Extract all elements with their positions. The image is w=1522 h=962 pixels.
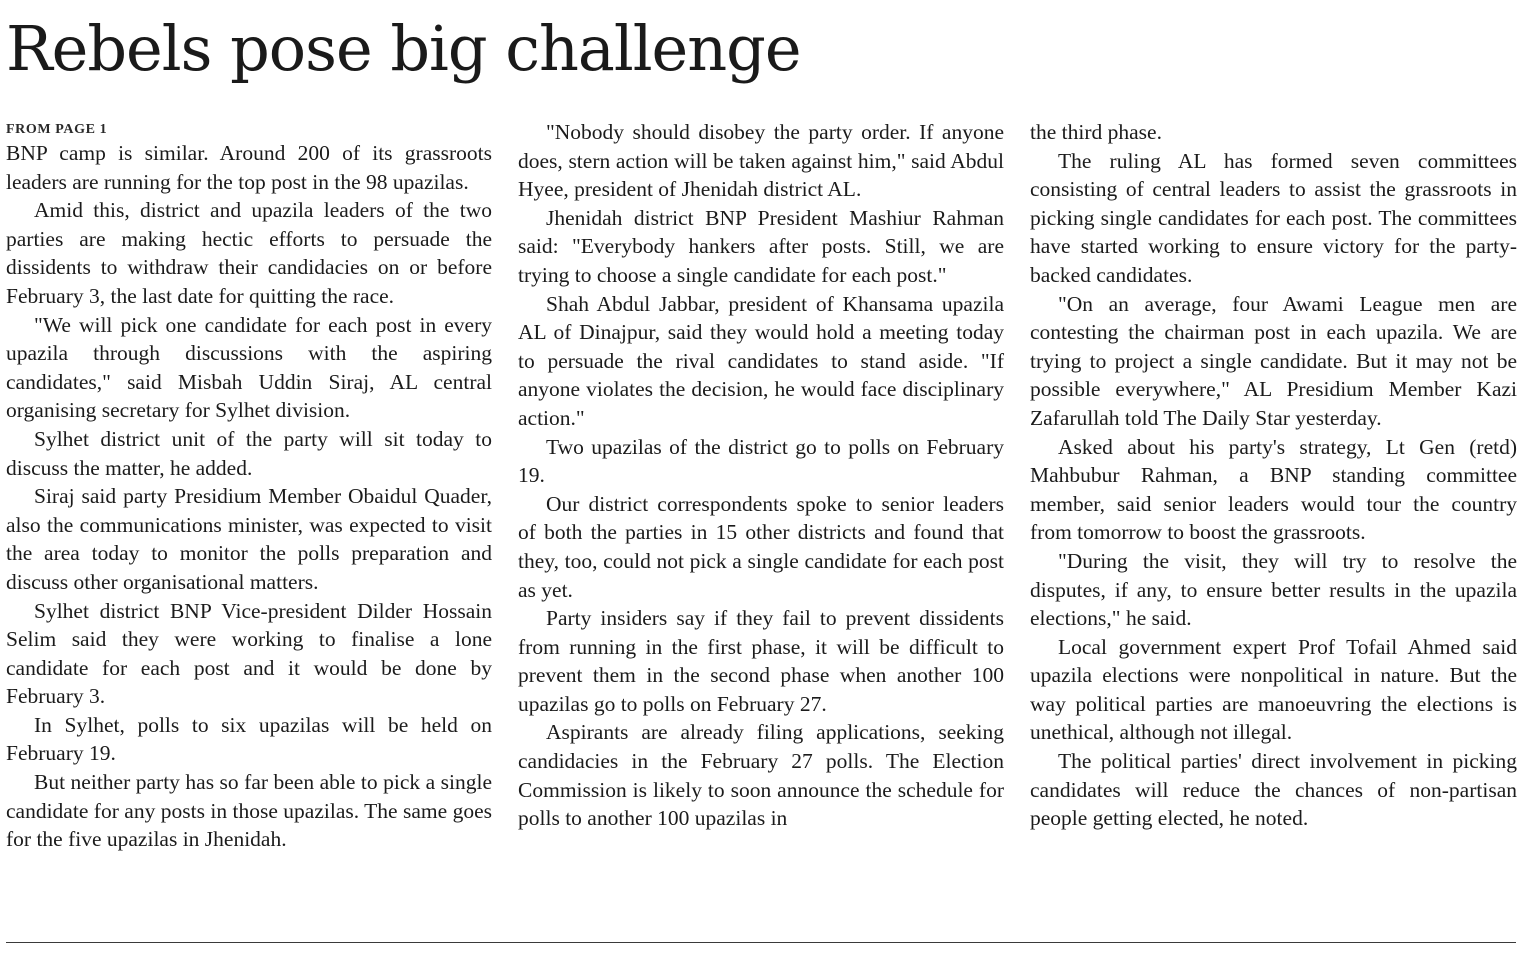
paragraph: In Sylhet, polls to six upazilas will be held on February 19. — [6, 712, 492, 766]
paragraph: "We will pick one candidate for each post in every upazila through discussions with the aspiring candidates," said Misbah Uddin Siraj, AL central organising secretary for Sylhet division. — [6, 312, 492, 423]
paragraph: "On an average, four Awami League men are contesting the chairman post in each upazila. We are trying to project a single candidate. But it may not be possible everywhere," AL Presidium Member Kazi Zafarullah told The Daily Star yesterday. — [1030, 291, 1517, 430]
paragraph: the third phase. — [1030, 120, 1162, 144]
paragraph: Two upazilas of the district go to polls on February 19. — [518, 434, 1004, 488]
headline: Rebels pose big challenge — [6, 12, 801, 85]
paragraph: But neither party has so far been able to pick a single candidate for any posts in those upazilas. The same goes for the five upazilas in Jhenidah. — [6, 770, 492, 852]
paragraph: Party insiders say if they fail to prevent dissidents from running in the first phase, it will be difficult to prevent them in the second phase when another 100 upazilas go to polls on February 27. — [518, 606, 1004, 716]
paragraph: Amid this, district and upazila leaders of the two parties are making hectic efforts to persuade the dissidents to withdraw their candidacies on or before February 3, the last date for quitting the race. — [6, 198, 492, 308]
paragraph: The ruling AL has formed seven committees consisting of central leaders to assist the grassroots in picking single candidates for each post. The committees have started working to ensure victory for the party-backed candidates. — [1030, 148, 1517, 287]
article-column-1 — [6, 122, 492, 854]
paragraph: "During the visit, they will try to resolve the disputes, if any, to ensure better results in the upazila elections," he said. — [1030, 548, 1517, 631]
paragraph: Local government expert Prof Tofail Ahmed said upazila elections were nonpolitical in nature. But the way political parties are manoeuvring the elections is unethical, although not illegal. — [1030, 634, 1517, 745]
article-column-3 — [1030, 118, 1517, 833]
paragraph: Aspirants are already filing applications, seeking candidacies in the February 27 polls. The Election Commission is likely to soon announce the schedule for polls to another 100 upazilas in — [518, 720, 1004, 831]
article-column-2 — [518, 118, 1004, 833]
paragraph: BNP camp is similar. Around 200 of its grassroots leaders are running for the top post in the 98 upazilas. — [6, 141, 492, 194]
paragraph: Siraj said party Presidium Member Obaidul Quader, also the communications minister, was expected to visit the area today to monitor the polls preparation and discuss other organisational matters. — [6, 484, 492, 594]
paragraph: "Nobody should disobey the party order. If anyone does, stern action will be taken against him," said Abdul Hyee, president of Jhenidah district AL. — [518, 120, 1004, 202]
paragraph: Sylhet district unit of the party will sit today to discuss the matter, he added. — [6, 426, 492, 480]
continuation-kicker: FROM PAGE 1 — [6, 122, 108, 137]
paragraph: Jhenidah district BNP President Mashiur Rahman said: "Everybody hankers after posts. Still, we are trying to choose a single candidate for each post." — [518, 205, 1004, 287]
paragraph: Sylhet district BNP Vice-president Dilder Hossain Selim said they were working to finalise a lone candidate for each post and it would be done by February 3. — [6, 598, 492, 709]
paragraph: Asked about his party's strategy, Lt Gen (retd) Mahbubur Rahman, a BNP standing committee member, said senior leaders would tour the country from tomorrow to boost the grassroots. — [1030, 434, 1517, 545]
bottom-divider — [6, 942, 1516, 943]
paragraph: Our district correspondents spoke to senior leaders of both the parties in 15 other districts and found that they, too, could not pick a single candidate for each post as yet. — [518, 491, 1004, 602]
paragraph: The political parties' direct involvement in picking candidates will reduce the chances of non-partisan people getting elected, he noted. — [1030, 749, 1517, 831]
paragraph: Shah Abdul Jabbar, president of Khansama upazila AL of Dinajpur, said they would hold a meeting today to persuade the rival candidates to stand aside. "If anyone violates the decision, he would face disciplinary action." — [518, 291, 1004, 430]
